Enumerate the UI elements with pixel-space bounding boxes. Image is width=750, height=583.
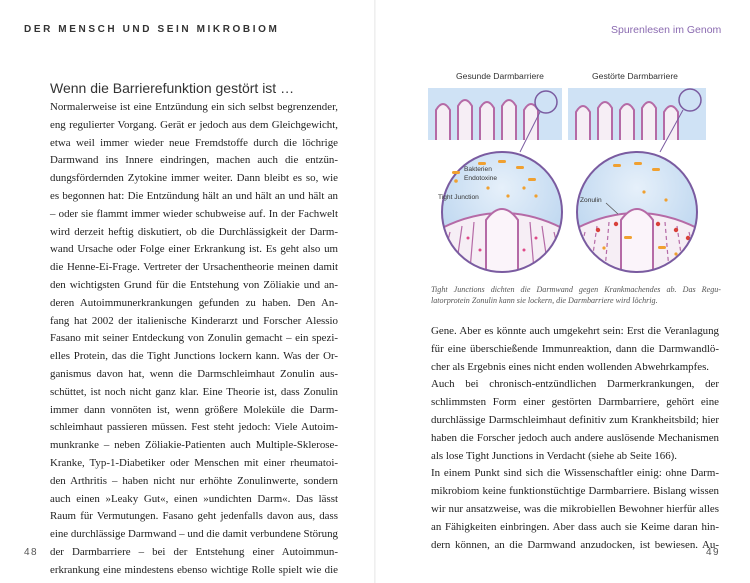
label-tight-junction: Tight Junction <box>438 194 479 201</box>
figure-caption <box>431 284 721 306</box>
caption-line: Tight Junctions dichten die Darmwand gegen Krankmachendes ab. Das Regu- <box>431 285 721 294</box>
text-line: mikrobiom keine funktionstüchtige Darmbarriere. Bislang wissen <box>431 485 719 498</box>
text-line: Darmwand ins Innere eindringen, machen auch die entzün- <box>50 154 338 167</box>
text-line: immer dann vonnöten ist, wenn größere Moleküle die Darm- <box>50 403 338 416</box>
label-zonulin: Zonulin <box>580 197 602 204</box>
text-line: haben die Forscher jedoch auch andere auslösende Mechanismen <box>431 431 719 444</box>
text-line: es begonnen hat: Die Entzündung hält an und hält an und hält an <box>50 189 338 202</box>
caption-line: latorprotein Zonulin kann sie lockern, die Darmbarriere wird löchrig. <box>431 296 658 306</box>
text-line: wird derzeit heftig diskutiert, ob die Durchlässigkeit der Darm- <box>50 225 338 238</box>
disturbed-zoom-circle <box>577 152 697 276</box>
text-line: schüttet, ist noch nicht ganz klar. Eine Theorie ist, dass Zonulin <box>50 385 338 398</box>
text-line: als lose Tight Junctions in Verdacht (siehe ab Seite 166). <box>431 449 678 462</box>
text-line: wir nur ansatzweise, was die mikrobiellen Bewohner hierfür alles <box>431 502 719 515</box>
text-line: Kranke, Typ-1-Diabetiker oder Menschen mit einer rheumatoi- <box>50 456 338 469</box>
section-heading: Wenn die Barrierefunktion gestört ist … <box>50 80 295 96</box>
text-line: Auch bei chronisch-entzündlichen Darmerkrankungen, der <box>431 378 719 391</box>
text-line: Gene. Aber es könnte auch umgekehrt sein: Erst die Veranlagung <box>431 325 719 337</box>
running-header-left: DER MENSCH UND SEIN MIKROBIOM <box>24 24 280 35</box>
healthy-zoom-circle <box>442 152 562 276</box>
running-header-right: Spurenlesen im Genom <box>611 24 722 36</box>
text-line: dungsfördernden Zytokine immer weiter. Dann bleibt es so, wie <box>50 172 338 185</box>
text-line: etwa weil immer wieder neue Fremdstoffe durch die löchrige <box>50 136 338 149</box>
text-line: erkrankung eine mindestens ebenso wichtige Rolle spielt wie die <box>50 563 338 576</box>
right-page-body <box>431 323 719 554</box>
text-line: Normalerweise ist eine Entzündung ein sich selbst begrenzender, <box>50 101 338 113</box>
text-line: die Henne-Ei-Frage. Vertreter der Ursachentheorie meinen damit <box>50 261 338 274</box>
legend-bacteria: Bakterien <box>464 166 492 173</box>
text-line: dern können, an die Darmwand anzudocken, ist bewiesen. Au- <box>431 538 719 551</box>
text-line: an Fähigkeiten einbringen. Aber dass auch sie Keime daran hin- <box>431 520 719 533</box>
text-line: munkranke – neben Zöliakie-Patienten auch Multiple-Sklerose- <box>50 439 338 452</box>
text-line: deren Autoimmunerkrankungen gefunden zu haben. Den An- <box>50 296 338 309</box>
text-line: schlimmsten Form einer gestörten Darmbarriere, gehört eine <box>431 396 719 409</box>
text-line: cher als Ergebnis eines nicht enden wollenden Abwehrkampfes. <box>431 360 710 373</box>
healthy-panel <box>428 88 562 152</box>
page-number-right: 49 <box>706 547 721 558</box>
text-line: Fasano mit seiner Entdeckung von Zonulin gemacht – ein spezi- <box>50 332 338 345</box>
text-line: fang hat 2002 der italienische Kinderarzt und Forscher Alessio <box>50 314 338 327</box>
text-line: wand Ursache oder Folge einer Erkrankung ist. Es geht also um <box>50 243 338 256</box>
figure-label-disturbed: Gestörte Darmbarriere <box>592 71 678 81</box>
book-gutter <box>374 0 376 583</box>
text-line: – oder sie flammt immer wieder schubweise auf. In der Fachwelt <box>50 207 338 220</box>
text-line: eine durchlässige Darmwand – und die damit verbundene Störung <box>50 528 338 541</box>
text-line: den wichtigsten Grund für die Entstehung von Zöliakie und an- <box>50 278 338 291</box>
text-line: durchlässige Darmschleimhaut definitiv zum Krankheitsbild; hier <box>431 413 719 426</box>
figure-label-healthy: Gesunde Darmbarriere <box>456 71 544 81</box>
text-line: den Arthritis – haben nicht nur erhöhte Zonulinwerte, sondern <box>50 474 338 487</box>
page-number-left: 48 <box>24 547 39 558</box>
gut-barrier-figure <box>428 68 710 276</box>
text-line: für eine überschießende Immunreaktion, dann die Darmwandlö- <box>431 342 719 355</box>
text-line: elles Protein, das die Tight Junctions lockern kann. Was der Or- <box>50 350 338 363</box>
text-line: eng regulierter Vorgang. Gerät er jedoch aus dem Gleichgewicht, <box>50 118 338 131</box>
text-line: der Darmbarriere – bei der Entstehung einer Autoimmun- <box>50 545 338 558</box>
text-line: In einem Punkt sind sich die Wissenschaftler einig: ohne Darm- <box>431 467 719 480</box>
text-line: ganismus davon hat, wenn die Darmschleimhaut Zonulin aus- <box>50 367 338 380</box>
left-page-body <box>50 99 338 580</box>
text-line: auch einen »Leaky Gut«, einen »undichten Darm«. Das lässt <box>50 492 338 505</box>
text-line: Raum für Vermutungen. Fasano geht jedenfalls davon aus, dass <box>50 510 338 523</box>
disturbed-panel <box>568 88 706 152</box>
legend-endotoxins: Endotoxine <box>464 175 497 182</box>
text-line: schleimhaut passieren müssen. Fest steht jedoch: Viele Autoim- <box>50 421 338 434</box>
